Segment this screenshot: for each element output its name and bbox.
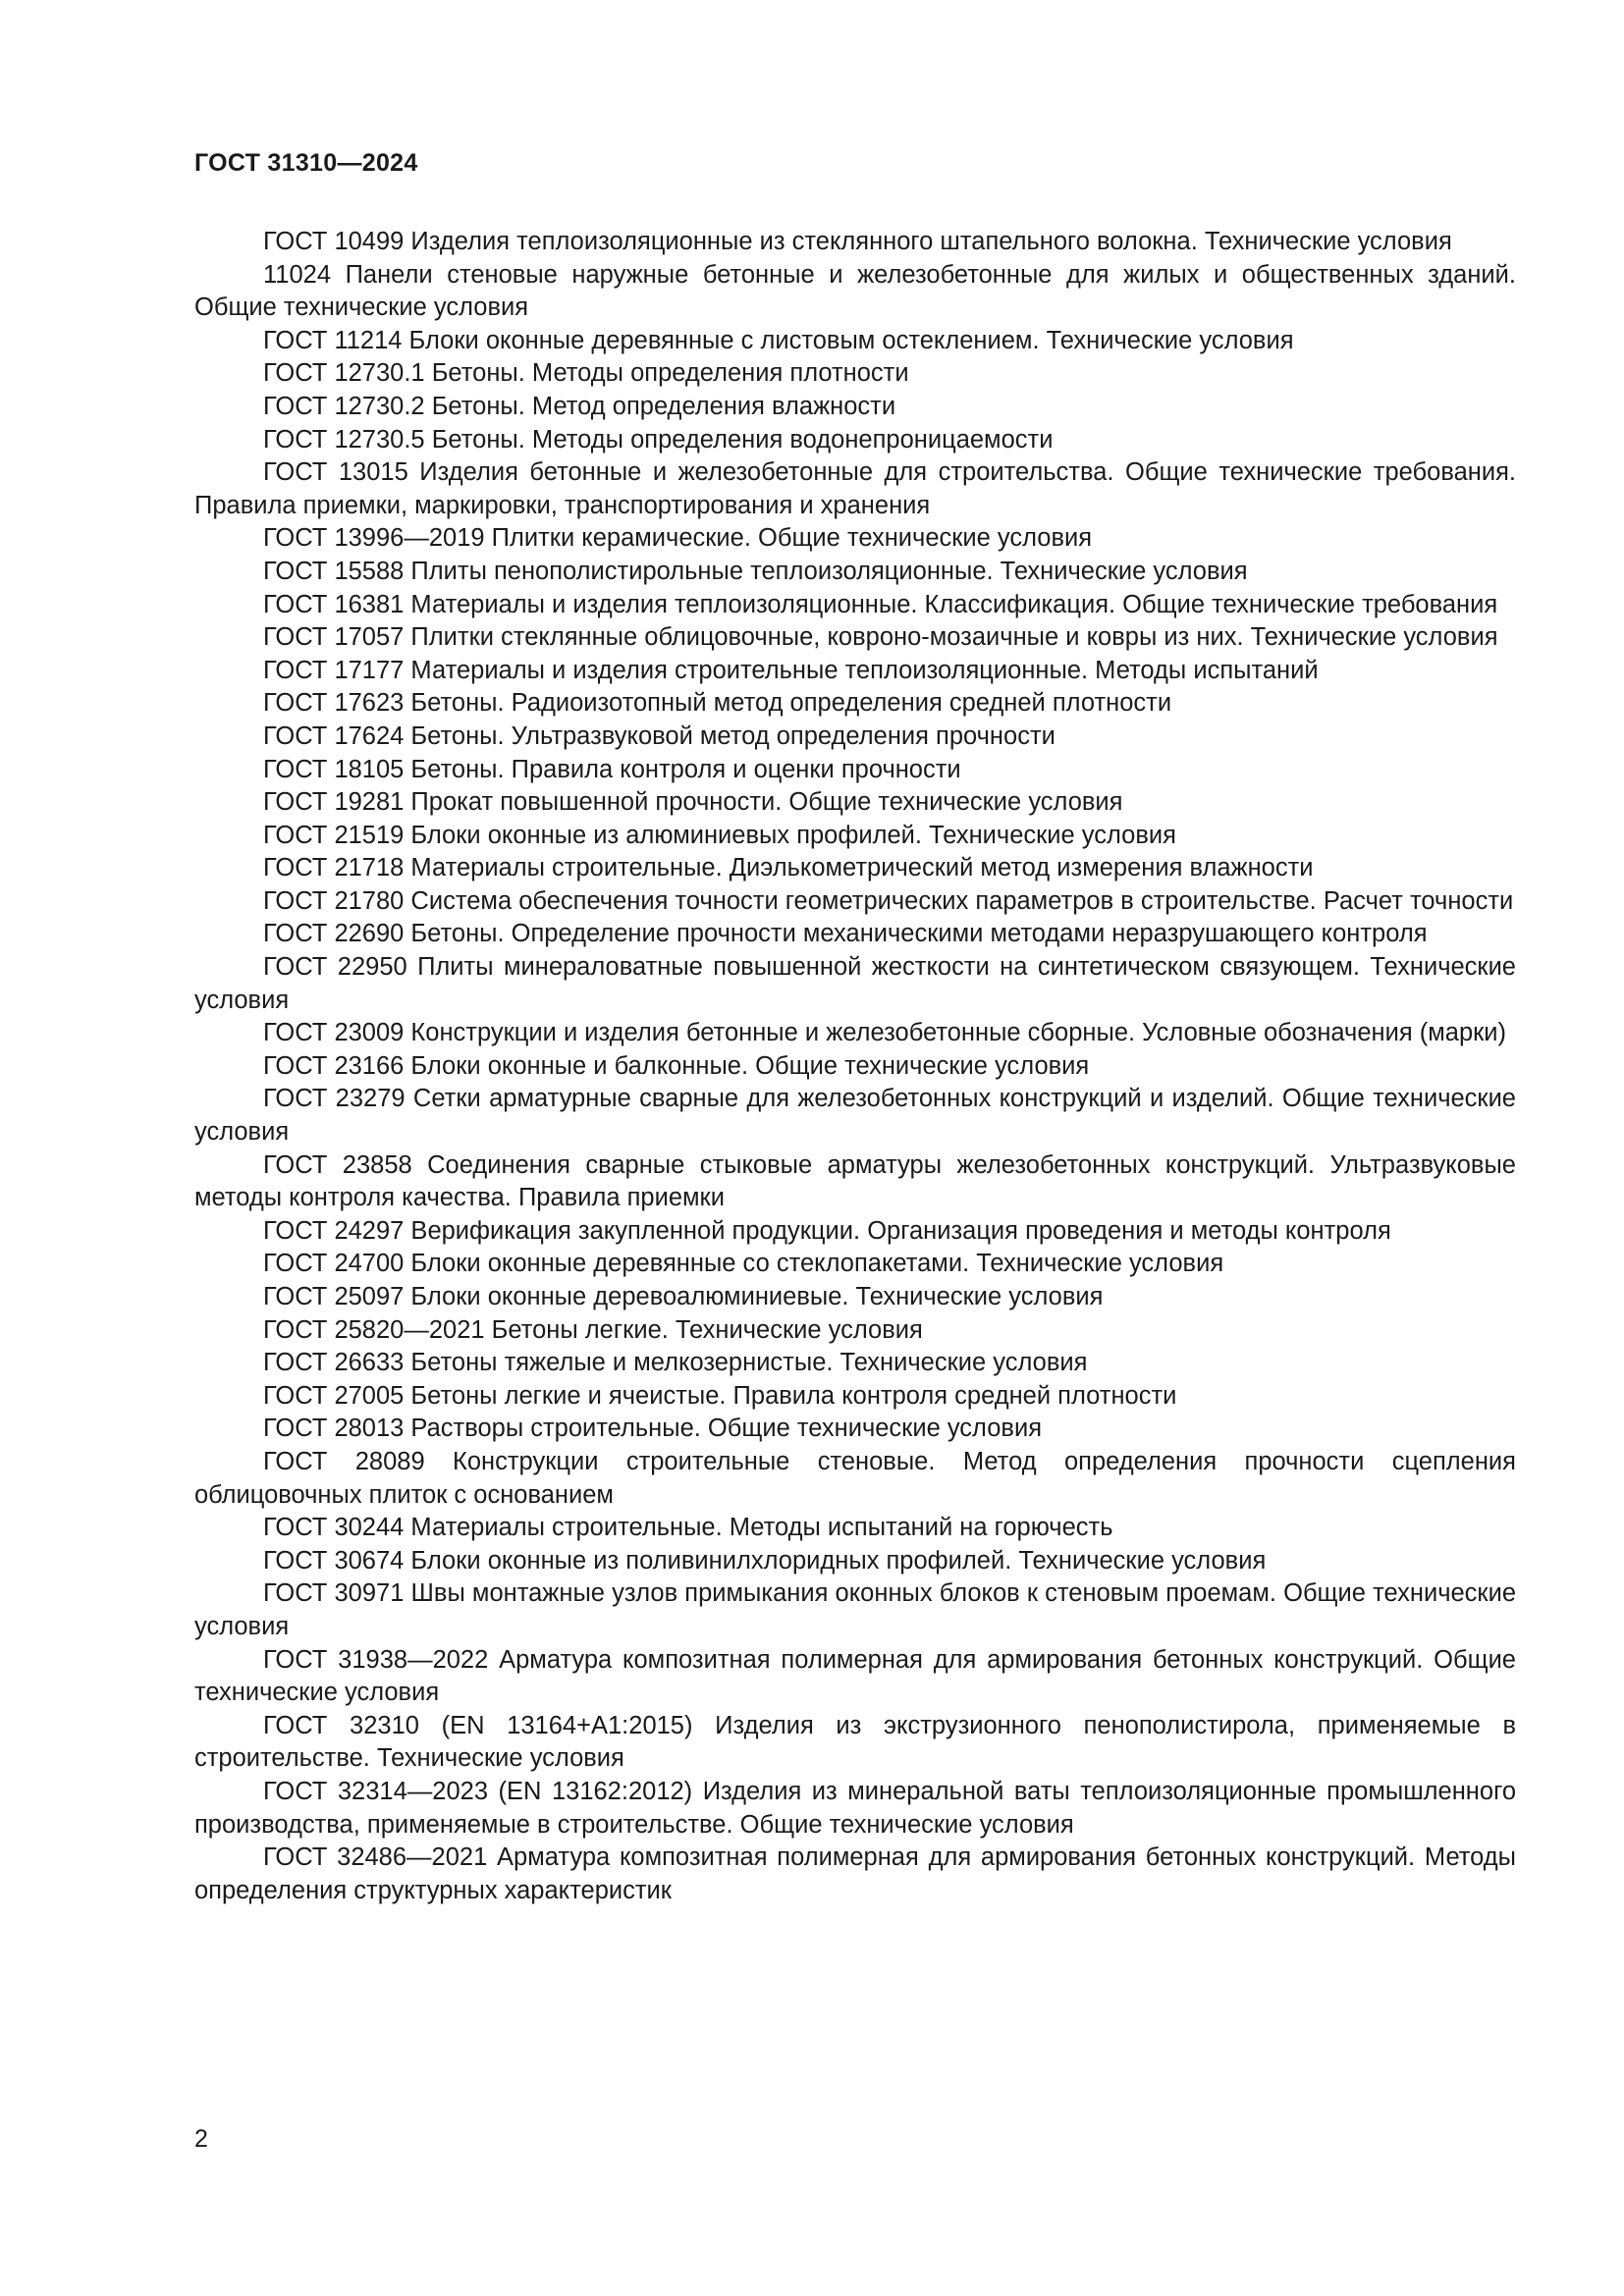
normative-reference-entry: ГОСТ 13015 Изделия бетонные и железобетонные для строительства. Общие технические требования. Правила приемки, маркировки, транспортирования и хранения [194,458,1516,519]
normative-reference-entry: ГОСТ 30674 Блоки оконные из поливинилхлоридных профилей. Технические условия [263,1546,1267,1575]
normative-reference-entry: ГОСТ 30971 Швы монтажные узлов примыкания оконных блоков к стеновым проемам. Общие технические условия [194,1579,1516,1640]
normative-reference-entry: ГОСТ 12730.1 Бетоны. Методы определения плотности [263,359,909,388]
normative-reference-entry: ГОСТ 27005 Бетоны легкие и ячеистые. Правила контроля средней плотности [263,1381,1177,1410]
normative-reference-entry: ГОСТ 12730.2 Бетоны. Метод определения влажности [263,392,896,420]
normative-reference-entry: ГОСТ 21718 Материалы строительные. Диэлькометрический метод измерения влажности [263,854,1314,882]
normative-reference-entry: ГОСТ 25097 Блоки оконные деревоалюминиевые. Технические условия [263,1283,1104,1310]
normative-reference-entry: ГОСТ 26633 Бетоны тяжелые и мелкозернистые. Технические условия [263,1349,1088,1377]
normative-reference-entry: 11024 Панели стеновые наружные бетонные и железобетонные для жилых и общественных зданий. Общие технические условия [194,260,1516,322]
normative-reference-entry: ГОСТ 17057 Плитки стеклянные облицовочные, ковроно-мозаичные и ковры из них. Технические условия [263,623,1498,652]
normative-reference-entry: ГОСТ 23166 Блоки оконные и балконные. Общие технические условия [263,1051,1090,1080]
normative-reference-entry: ГОСТ 32486—2021 Арматура композитная полимерная для армирования бетонных конструкций. Методы определения структурных характеристик [194,1843,1516,1904]
normative-reference-entry: ГОСТ 17177 Материалы и изделия строительные теплоизоляционные. Методы испытаний [263,656,1319,684]
normative-reference-entry: ГОСТ 25820—2021 Бетоны легкие. Технические условия [263,1315,923,1344]
normative-references-list [194,226,1516,1907]
normative-reference-entry: ГОСТ 23009 Конструкции и изделия бетонные и железобетонные сборные. Условные обозначения (марки) [263,1019,1507,1047]
page-number: 2 [194,2125,208,2153]
normative-reference-entry: ГОСТ 15588 Плиты пенополистирольные теплоизоляционные. Технические условия [263,557,1248,585]
normative-reference-entry: ГОСТ 19281 Прокат повышенной прочности. Общие технические условия [263,788,1123,817]
normative-reference-entry: ГОСТ 17624 Бетоны. Ультразвуковой метод определения прочности [263,721,1056,750]
normative-reference-entry: ГОСТ 21780 Система обеспечения точности геометрических параметров в строительстве. Расчет точности [263,886,1514,915]
normative-reference-entry: ГОСТ 31938—2022 Арматура композитная полимерная для армирования бетонных конструкций. Общие технические условия [194,1645,1516,1707]
normative-reference-entry: ГОСТ 17623 Бетоны. Радиоизотопный метод определения средней плотности [263,689,1172,718]
normative-reference-entry: ГОСТ 30244 Материалы строительные. Методы испытаний на горючесть [263,1514,1113,1542]
document-header-code: ГОСТ 31310—2024 [194,149,418,177]
normative-reference-entry: ГОСТ 28089 Конструкции строительные стеновые. Метод определения прочности сцепления облицовочных плиток с основанием [194,1447,1516,1509]
normative-reference-entry: ГОСТ 28013 Растворы строительные. Общие технические условия [263,1415,1043,1443]
normative-reference-entry: ГОСТ 22950 Плиты минераловатные повышенной жесткости на синтетическом связующем. Технические условия [194,953,1516,1014]
normative-reference-entry: ГОСТ 32314—2023 (EN 13162:2012) Изделия из минеральной ваты теплоизоляционные промышленного производства, применяемые в строительстве. Общие технические условия [194,1777,1516,1839]
normative-reference-entry: ГОСТ 32310 (EN 13164+A1:2015) Изделия из экструзионного пенополистирола, применяемые в строительстве. Технические условия [194,1711,1516,1773]
normative-reference-entry: ГОСТ 24700 Блоки оконные деревянные со стеклопакетами. Технические условия [263,1250,1224,1278]
normative-reference-entry: ГОСТ 18105 Бетоны. Правила контроля и оценки прочности [263,755,961,783]
normative-reference-entry: ГОСТ 23858 Соединения сварные стыковые арматуры железобетонных конструкций. Ультразвуковые методы контроля качества. Правила приемки [194,1150,1516,1212]
normative-reference-entry: ГОСТ 22690 Бетоны. Определение прочности механическими методами неразрушающего контроля [263,920,1428,948]
normative-reference-entry: ГОСТ 21519 Блоки оконные из алюминиевых профилей. Технические условия [263,821,1176,849]
normative-reference-entry: ГОСТ 10499 Изделия теплоизоляционные из стеклянного штапельного волокна. Технические условия [263,228,1452,255]
normative-reference-entry: ГОСТ 16381 Материалы и изделия теплоизоляционные. Классификация. Общие технические требования [263,590,1498,618]
normative-reference-entry: ГОСТ 11214 Блоки оконные деревянные с листовым остеклением. Технические условия [263,326,1294,354]
normative-reference-entry: ГОСТ 23279 Сетки арматурные сварные для железобетонных конструкций и изделий. Общие технические условия [194,1085,1516,1147]
normative-reference-entry: ГОСТ 24297 Верификация закупленной продукции. Организация проведения и методы контроля [263,1216,1391,1245]
normative-reference-entry: ГОСТ 13996—2019 Плитки керамические. Общие технические условия [263,524,1093,553]
normative-reference-entry: ГОСТ 12730.5 Бетоны. Методы определения водонепроницаемости [263,425,1054,454]
